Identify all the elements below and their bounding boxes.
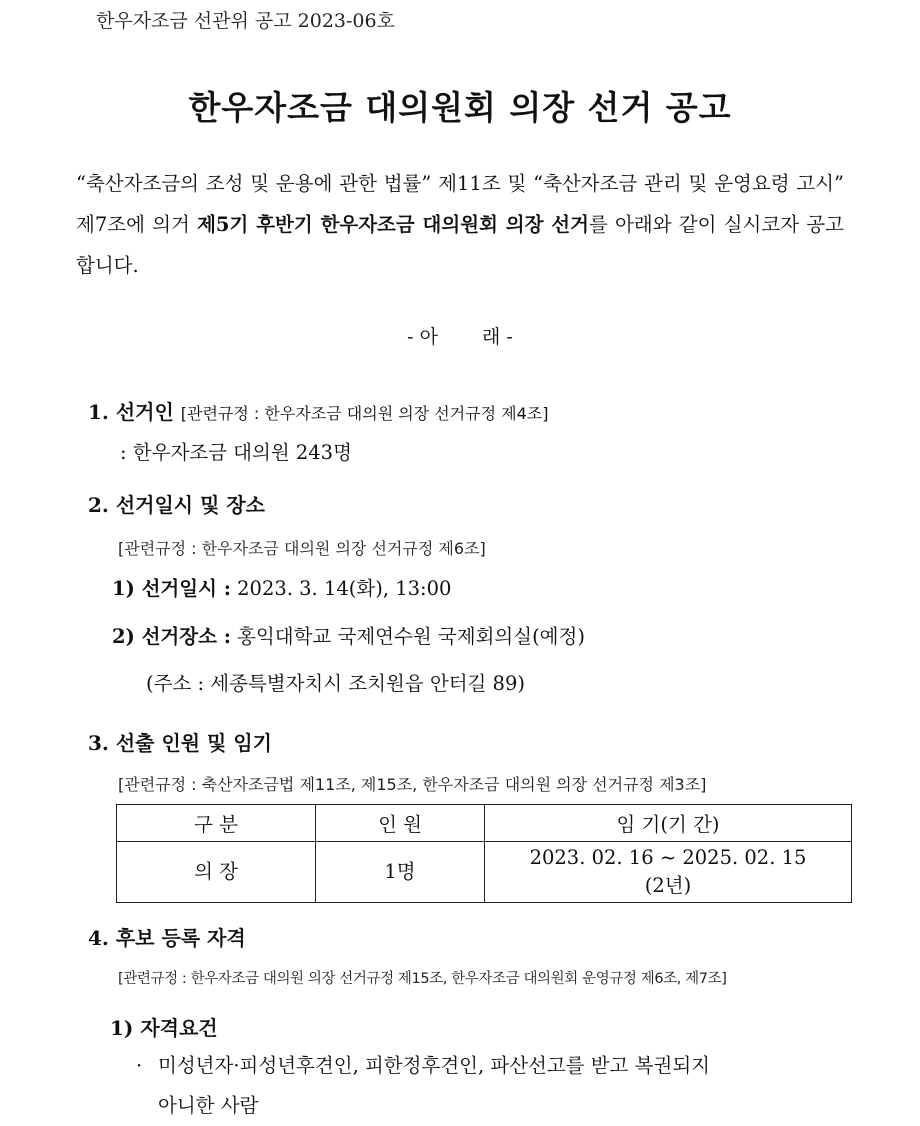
table-cell-term [485, 842, 852, 903]
section4-bullet1-line2: 아니한 사람 [158, 1094, 259, 1117]
section2-item2-label: 2) 선거장소 : [112, 625, 231, 648]
term-table [116, 804, 852, 903]
section2-item1-label: 1) 선거일시 : [112, 577, 231, 600]
intro-text-bold: 제5기 후반기 한우자조금 대의원회 의장 선거 [197, 213, 589, 236]
section2-item1-value: 2023. 3. 14(화), 13:00 [237, 577, 452, 600]
intro-text-part2: 를 아래와 같이 실시코자 공고합니다. [76, 213, 844, 277]
term-duration: (2년) [644, 874, 692, 897]
table-cell-category: 의 장 [117, 842, 316, 903]
table-cell-count: 1명 [316, 842, 485, 903]
intro-paragraph [76, 163, 844, 286]
table-header-row [117, 805, 852, 842]
section4-sub1-heading: 1) 자격요건 [110, 1016, 218, 1040]
section3-reference: [관련규정 : 축산자조금법 제11조, 제15조, 한우자조금 대의원 의장 선거규정 제3조] [118, 775, 707, 794]
section4-reference: [관련규정 : 한우자조금 대의원 의장 선거규정 제15조, 한우자조금 대의원회 운영규정 제6조, 제7조] [118, 971, 727, 987]
section2-item2-value: 홍익대학교 국제연수원 국제회의실(예정) [237, 625, 585, 648]
intro-text-part1: “축산자조금의 조성 및 운용에 관한 법률” 제11조 및 “축산자조금 관리 및 운영요령 고시” 제7조에 의거 [76, 172, 844, 236]
divider-right: 래 - [482, 326, 513, 348]
section2-address: (주소 : 세종특별자치시 조치원읍 안터길 89) [146, 672, 525, 695]
section1-heading: 1. 선거인 [88, 400, 174, 424]
section4-bullet1-line1: 미성년자·피성년후견인, 피한정후견인, 파산선고를 받고 복권되지 [158, 1054, 710, 1077]
table-header-category: 구 분 [117, 805, 316, 842]
divider-left: - 아 [407, 326, 438, 348]
section2-item1 [112, 573, 451, 601]
bullet-mark: · [136, 1054, 143, 1077]
section3-heading: 3. 선출 인원 및 임기 [88, 731, 272, 755]
section1-reference: [관련규정 : 한우자조금 대의원 의장 선거규정 제4조] [180, 404, 549, 423]
section2-heading: 2. 선거일시 및 장소 [88, 493, 266, 517]
table-header-term: 임 기(기 간) [485, 805, 852, 842]
section4-heading: 4. 후보 등록 자격 [88, 926, 246, 950]
section1-heading-row [88, 396, 548, 425]
section-divider [0, 322, 920, 349]
table-header-count: 인 원 [316, 805, 485, 842]
term-period: 2023. 02. 16 ~ 2025. 02. 15 [529, 846, 807, 869]
page-title: 한우자조금 대의원회 의장 선거 공고 [188, 88, 732, 127]
notice-number: 한우자조금 선관위 공고 2023-06호 [96, 10, 395, 32]
section1-content: : 한우자조금 대의원 243명 [120, 441, 352, 464]
section2-item2 [112, 621, 585, 649]
section2-reference: [관련규정 : 한우자조금 대의원 의장 선거규정 제6조] [118, 539, 486, 558]
table-row [117, 842, 852, 903]
